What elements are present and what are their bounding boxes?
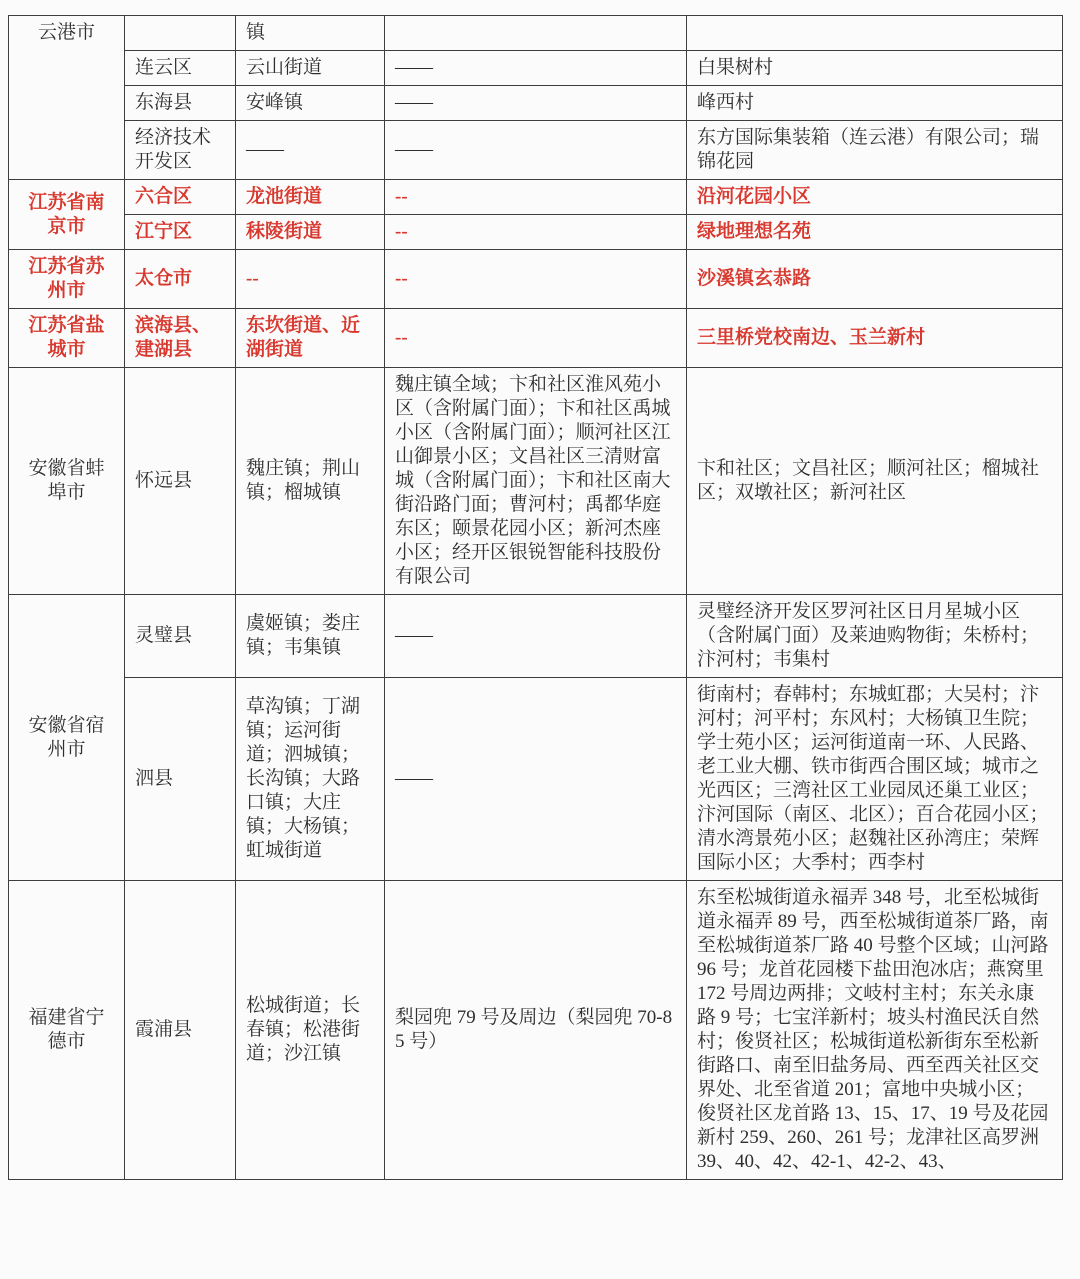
- cell-province-city: 江苏省苏州市: [9, 250, 125, 309]
- cell-town-street: --: [236, 250, 385, 309]
- cell-district-county: 霞浦县: [125, 881, 236, 1180]
- table-row: [9, 368, 1063, 595]
- cell-province-city: 云港市: [9, 16, 125, 180]
- cell-area-scope: --: [385, 250, 687, 309]
- cell-town-street: 松城街道；长春镇；松港街道；沙江镇: [236, 881, 385, 1180]
- cell-district-county: 太仓市: [125, 250, 236, 309]
- cell-key-places: 绿地理想名苑: [687, 215, 1063, 250]
- cell-town-street: 虞姬镇；娄庄镇；韦集镇: [236, 595, 385, 678]
- table-row: [9, 51, 1063, 86]
- cell-district-county: 滨海县、建湖县: [125, 309, 236, 368]
- cell-key-places: 东至松城街道永福弄 348 号，北至松城街道永福弄 89 号，西至松城街道茶厂路，南至松城街道茶厂路 40 号整个区域；山河路 96 号；龙首花园楼下盐田泡冰店；燕窝里 172 号周边两排；文岐村主村；东关永康路 9 号；七宝洋新村；坡头村渔民沃自然村；俊贤社区；松城街道松新街东至松新街路口、南至旧盐务局、西至西关社区交界处、北至省道 201；富地中央城小区；俊贤社区龙首路 13、15、17、19 号及花园新村 259、260、261 号；龙津社区高罗洲 39、40、42、42-1、42-2、43、: [687, 881, 1063, 1180]
- table-row: [9, 881, 1063, 1180]
- cell-area-scope: ——: [385, 121, 687, 180]
- cell-province-city: 福建省宁德市: [9, 881, 125, 1180]
- cell-area-scope: ——: [385, 595, 687, 678]
- cell-town-street: 草沟镇；丁湖镇；运河街道；泗城镇；长沟镇；大路口镇；大庄镇；大杨镇；虹城街道: [236, 678, 385, 881]
- cell-key-places: 街南村；春韩村；东城虹郡；大吴村；汴河村；河平村；东风村；大杨镇卫生院；学士苑小区；运河街道南一环、人民路、老工业大棚、铁市街西合围区域；城市之光西区；三湾社区工业园凤还巢工业区；汴河国际（南区、北区）；百合花园小区；清水湾景苑小区；赵魏社区孙湾庄；荣辉国际小区；大季村；西李村: [687, 678, 1063, 881]
- cell-area-scope: [385, 16, 687, 51]
- table-row: [9, 16, 1063, 51]
- table-row: [9, 678, 1063, 881]
- cell-district-county: 东海县: [125, 86, 236, 121]
- cell-district-county: 泗县: [125, 678, 236, 881]
- cell-town-street: 东坎街道、近湖街道: [236, 309, 385, 368]
- cell-district-county: 经济技术开发区: [125, 121, 236, 180]
- cell-district-county: [125, 16, 236, 51]
- table-row: [9, 595, 1063, 678]
- cell-town-street: 镇: [236, 16, 385, 51]
- cell-key-places: 白果树村: [687, 51, 1063, 86]
- cell-town-street: ——: [236, 121, 385, 180]
- cell-key-places: 峰西村: [687, 86, 1063, 121]
- cell-province-city: 安徽省蚌埠市: [9, 368, 125, 595]
- cell-town-street: 秣陵街道: [236, 215, 385, 250]
- cell-key-places: 三里桥党校南边、玉兰新村: [687, 309, 1063, 368]
- cell-area-scope: --: [385, 309, 687, 368]
- cell-town-street: 魏庄镇；荆山镇；榴城镇: [236, 368, 385, 595]
- cell-area-scope: 梨园兜 79 号及周边（梨园兜 70-85 号）: [385, 881, 687, 1180]
- cell-province-city: 江苏省盐城市: [9, 309, 125, 368]
- cell-area-scope: ——: [385, 678, 687, 881]
- cell-area-scope: ——: [385, 51, 687, 86]
- cell-area-scope: --: [385, 180, 687, 215]
- cell-district-county: 连云区: [125, 51, 236, 86]
- table-row-highlighted: [9, 215, 1063, 250]
- cell-town-street: 龙池街道: [236, 180, 385, 215]
- cell-district-county: 六合区: [125, 180, 236, 215]
- cell-key-places: 卞和社区；文昌社区；顺河社区；榴城社区；双墩社区；新河社区: [687, 368, 1063, 595]
- cell-area-scope: --: [385, 215, 687, 250]
- table-row-highlighted: [9, 180, 1063, 215]
- cell-district-county: 灵璧县: [125, 595, 236, 678]
- cell-key-places: 沙溪镇玄恭路: [687, 250, 1063, 309]
- cell-key-places: [687, 16, 1063, 51]
- cell-area-scope: 魏庄镇全域；卞和社区淮风苑小区（含附属门面）；卞和社区禹城小区（含附属门面）；顺河社区江山御景小区；文昌社区三清财富城（含附属门面）；卞和社区南大街沿路门面；曹河村；禹都华庭东区；颐景花园小区；新河杰座小区；经开区银锐智能科技股份有限公司: [385, 368, 687, 595]
- cell-key-places: 沿河花园小区: [687, 180, 1063, 215]
- cell-district-county: 江宁区: [125, 215, 236, 250]
- cell-town-street: 云山街道: [236, 51, 385, 86]
- cell-province-city: 安徽省宿州市: [9, 595, 125, 881]
- table-row: [9, 86, 1063, 121]
- cell-area-scope: ——: [385, 86, 687, 121]
- table-row-highlighted: [9, 250, 1063, 309]
- risk-area-table: [8, 15, 1063, 1180]
- cell-key-places: 灵璧经济开发区罗河社区日月星城小区（含附属门面）及莱迪购物街；朱桥村；汴河村；韦集村: [687, 595, 1063, 678]
- cell-key-places: 东方国际集装箱（连云港）有限公司；瑞锦花园: [687, 121, 1063, 180]
- cell-province-city: 江苏省南京市: [9, 180, 125, 250]
- cell-district-county: 怀远县: [125, 368, 236, 595]
- cell-town-street: 安峰镇: [236, 86, 385, 121]
- table-row: [9, 121, 1063, 180]
- table-row-highlighted: [9, 309, 1063, 368]
